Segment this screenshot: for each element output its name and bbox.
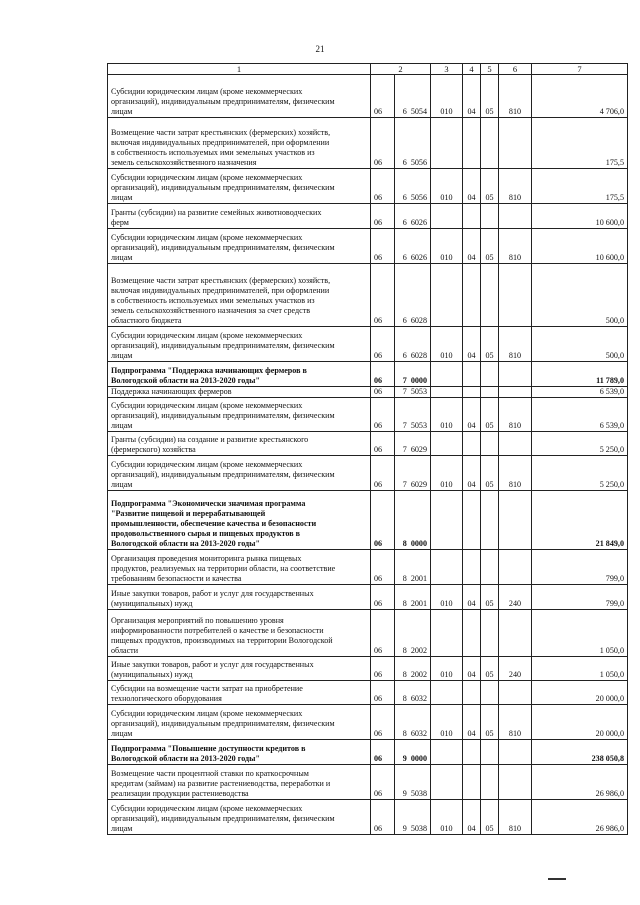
row-code-part-3: 2001 [410, 599, 427, 609]
row-code-part-1: 06 [371, 204, 395, 229]
row-col-6 [499, 681, 532, 705]
row-col-4 [463, 118, 481, 169]
row-code-part-1: 06 [371, 327, 395, 362]
row-amount: 10 600,0 [532, 204, 628, 229]
row-code-part-2 [395, 585, 431, 610]
row-col-4: 04 [463, 75, 481, 118]
row-code-part-1: 06 [371, 550, 395, 585]
row-name: Возмещение части затрат крестьянских (фермерских) хозяйств, включая индивидуальных предпринимателей, при оформлении в собственность используемых ими земельных участков из земель сельскохозяйственного назначения за счет средств областного бюджета [108, 264, 371, 327]
row-col-5 [481, 264, 499, 327]
row-code-part-3: 0000 [410, 754, 427, 764]
row-name: Гранты (субсидии) на развитие семейных животноводческих ферм [108, 204, 371, 229]
row-code-part-1: 06 [371, 610, 395, 657]
row-code-part-2a: 7 [402, 421, 407, 431]
row-col-6: 810 [499, 229, 532, 264]
row-col-3 [431, 765, 463, 800]
row-col-3 [431, 204, 463, 229]
row-col-4 [463, 550, 481, 585]
row-code-part-2 [395, 264, 431, 327]
row-amount: 1 050,0 [532, 610, 628, 657]
row-code-part-1: 06 [371, 432, 395, 456]
row-col-5 [481, 387, 499, 398]
row-code-part-1: 06 [371, 740, 395, 765]
row-code-part-2a: 6 [402, 218, 407, 227]
table-row [108, 657, 628, 681]
row-col-3: 010 [431, 229, 463, 264]
row-amount: 5 250,0 [532, 432, 628, 456]
row-amount: 6 539,0 [532, 387, 628, 398]
row-code-part-1: 06 [371, 800, 395, 835]
row-code-part-2a: 9 [402, 789, 407, 799]
row-code-part-3: 5056 [410, 158, 427, 167]
row-col-3 [431, 491, 463, 550]
row-col-3 [431, 387, 463, 398]
row-amount: 238 050,8 [532, 740, 628, 765]
row-col-3 [431, 681, 463, 705]
row-col-6: 240 [499, 657, 532, 681]
row-code-part-2a: 7 [402, 480, 407, 490]
row-code-part-2a: 7 [402, 387, 407, 397]
row-amount: 26 986,0 [532, 765, 628, 800]
row-col-5 [481, 432, 499, 456]
row-code-part-2 [395, 327, 431, 362]
row-col-5: 05 [481, 327, 499, 362]
row-amount: 20 000,0 [532, 681, 628, 705]
row-code-part-2a: 6 [402, 193, 407, 202]
row-name: Субсидии юридическим лицам (кроме некоммерческих организаций), индивидуальным предпринимателям, физическим лицам [108, 229, 371, 264]
row-col-5: 05 [481, 398, 499, 432]
table-row [108, 610, 628, 657]
row-code-part-2 [395, 75, 431, 118]
row-col-6 [499, 491, 532, 550]
row-col-4 [463, 362, 481, 387]
row-col-6: 810 [499, 705, 532, 740]
row-code-part-3: 6028 [410, 316, 427, 325]
row-amount: 175,5 [532, 118, 628, 169]
row-col-3: 010 [431, 585, 463, 610]
row-name: Гранты (субсидии) на создание и развитие крестьянского (фермерского) хозяйства [108, 432, 371, 456]
row-col-3 [431, 550, 463, 585]
row-code-part-1: 06 [371, 765, 395, 800]
row-code-part-1: 06 [371, 387, 395, 398]
table-row [108, 456, 628, 491]
header-col-5: 5 [481, 64, 499, 75]
table-row [108, 387, 628, 398]
header-col-1: 1 [108, 64, 371, 75]
row-code-part-1: 06 [371, 681, 395, 705]
row-col-6 [499, 264, 532, 327]
row-name: Организация мероприятий по повышению уровня информированности потребителей о качестве и безопасности пищевых продуктов, производимых на территории Вологодской области [108, 610, 371, 657]
row-col-5: 05 [481, 657, 499, 681]
table-row [108, 264, 628, 327]
row-code-part-2a: 9 [402, 824, 407, 834]
row-amount: 11 789,0 [532, 362, 628, 387]
row-name: Подпрограмма "Повышение доступности кредитов в Вологодской области на 2013-2020 годы" [108, 740, 371, 765]
row-name: Подпрограмма "Экономически значимая программа "Развитие пищевой и перерабатывающей промышленности, обеспечение качества и безопасности продовольственного сырья и пищевых продуктов в Вологодской области на 2013-2020 годы" [108, 491, 371, 550]
row-code-part-1: 06 [371, 118, 395, 169]
row-code-part-3: 2002 [410, 646, 427, 656]
row-amount: 26 986,0 [532, 800, 628, 835]
row-col-6: 810 [499, 398, 532, 432]
row-amount: 500,0 [532, 327, 628, 362]
row-col-6 [499, 765, 532, 800]
row-col-6: 810 [499, 75, 532, 118]
row-col-3: 010 [431, 75, 463, 118]
row-name: Субсидии юридическим лицам (кроме некоммерческих организаций), индивидуальным предпринимателям, физическим лицам [108, 75, 371, 118]
page-number: 21 [315, 44, 325, 54]
row-col-4 [463, 740, 481, 765]
scan-mark [548, 878, 566, 880]
row-col-4 [463, 765, 481, 800]
row-code-part-2 [395, 705, 431, 740]
table-row [108, 705, 628, 740]
row-code-part-2a: 8 [402, 574, 407, 584]
row-col-4: 04 [463, 657, 481, 681]
row-amount: 10 600,0 [532, 229, 628, 264]
row-col-6 [499, 387, 532, 398]
row-code-part-3: 0000 [410, 539, 427, 549]
row-name: Возмещение части процентной ставки по краткосрочным кредитам (займам) на развитие растениеводства, переработки и реализации продукции растениеводства [108, 765, 371, 800]
header-col-3: 3 [431, 64, 463, 75]
row-col-6: 240 [499, 585, 532, 610]
row-code-part-2 [395, 398, 431, 432]
row-col-6 [499, 740, 532, 765]
row-amount: 6 539,0 [532, 398, 628, 432]
row-code-part-2 [395, 681, 431, 705]
row-amount: 175,5 [532, 169, 628, 204]
row-code-part-2 [395, 550, 431, 585]
row-col-6 [499, 204, 532, 229]
row-amount: 1 050,0 [532, 657, 628, 681]
row-col-4 [463, 204, 481, 229]
row-col-5 [481, 118, 499, 169]
row-code-part-2 [395, 765, 431, 800]
row-col-3 [431, 118, 463, 169]
row-code-part-2a: 8 [402, 646, 407, 656]
row-amount: 20 000,0 [532, 705, 628, 740]
row-col-3: 010 [431, 456, 463, 491]
row-code-part-3: 2002 [410, 670, 427, 680]
row-col-4 [463, 264, 481, 327]
row-col-4: 04 [463, 169, 481, 204]
row-amount: 799,0 [532, 550, 628, 585]
row-code-part-3: 6032 [410, 729, 427, 739]
row-code-part-2 [395, 229, 431, 264]
row-code-part-2 [395, 657, 431, 681]
row-name: Организация проведения мониторинга рынка пищевых продуктов, реализуемых на территории области, на соответствие требованиям безопасности и качества [108, 550, 371, 585]
row-code-part-2a: 6 [402, 107, 407, 116]
header-row [108, 64, 628, 75]
table-row [108, 327, 628, 362]
row-name: Иные закупки товаров, работ и услуг для государственных (муниципальных) нужд [108, 585, 371, 610]
row-col-5 [481, 491, 499, 550]
table-row [108, 550, 628, 585]
row-code-part-2a: 6 [402, 253, 407, 262]
row-code-part-2a: 8 [402, 694, 407, 704]
row-col-5: 05 [481, 456, 499, 491]
row-col-5 [481, 740, 499, 765]
row-col-5 [481, 362, 499, 387]
table-row [108, 169, 628, 204]
row-code-part-2 [395, 362, 431, 387]
row-name: Субсидии юридическим лицам (кроме некоммерческих организаций), индивидуальным предпринимателям, физическим лицам [108, 705, 371, 740]
row-code-part-1: 06 [371, 264, 395, 327]
row-code-part-2 [395, 118, 431, 169]
table-row [108, 362, 628, 387]
row-col-5: 05 [481, 229, 499, 264]
row-code-part-3: 6028 [410, 351, 427, 360]
row-col-6 [499, 362, 532, 387]
table-row [108, 118, 628, 169]
row-col-4: 04 [463, 327, 481, 362]
row-col-5: 05 [481, 169, 499, 204]
row-code-part-1: 06 [371, 491, 395, 550]
row-col-5 [481, 550, 499, 585]
row-col-5 [481, 204, 499, 229]
row-code-part-2 [395, 169, 431, 204]
row-code-part-2a: 9 [402, 754, 407, 764]
row-code-part-1: 06 [371, 585, 395, 610]
row-amount: 500,0 [532, 264, 628, 327]
row-col-3: 010 [431, 169, 463, 204]
row-code-part-1: 06 [371, 75, 395, 118]
row-col-4 [463, 610, 481, 657]
row-col-5: 05 [481, 800, 499, 835]
row-code-part-2a: 6 [402, 158, 407, 167]
row-col-3 [431, 264, 463, 327]
table-row [108, 491, 628, 550]
row-col-3 [431, 610, 463, 657]
row-col-3: 010 [431, 705, 463, 740]
row-code-part-3: 5038 [410, 789, 427, 799]
row-code-part-1: 06 [371, 362, 395, 387]
row-code-part-3: 5053 [410, 387, 427, 397]
row-code-part-2a: 8 [402, 670, 407, 680]
row-col-6: 810 [499, 169, 532, 204]
row-name: Субсидии юридическим лицам (кроме некоммерческих организаций), индивидуальным предпринимателям, физическим лицам [108, 327, 371, 362]
row-amount: 5 250,0 [532, 456, 628, 491]
table-row [108, 765, 628, 800]
row-code-part-2a: 7 [402, 376, 407, 385]
header-col-2: 2 [371, 64, 431, 75]
row-code-part-1: 06 [371, 456, 395, 491]
row-code-part-2 [395, 387, 431, 398]
row-col-5 [481, 610, 499, 657]
row-name: Субсидии юридическим лицам (кроме некоммерческих организаций), индивидуальным предпринимателям, физическим лицам [108, 169, 371, 204]
row-code-part-2a: 8 [402, 539, 407, 549]
row-col-6: 810 [499, 800, 532, 835]
table-row [108, 75, 628, 118]
row-name: Поддержка начинающих фермеров [108, 387, 371, 398]
row-col-4 [463, 491, 481, 550]
row-code-part-2 [395, 432, 431, 456]
row-name: Возмещение части затрат крестьянских (фермерских) хозяйств, включая индивидуальных предпринимателей, при оформлении в собственность используемых ими земельных участков из земель сельскохозяйственного назначения [108, 118, 371, 169]
row-col-4: 04 [463, 229, 481, 264]
row-col-5: 05 [481, 585, 499, 610]
row-name: Субсидии юридическим лицам (кроме некоммерческих организаций), индивидуальным предпринимателям, физическим лицам [108, 398, 371, 432]
header-col-7: 7 [532, 64, 628, 75]
row-col-5: 05 [481, 75, 499, 118]
row-amount: 4 706,0 [532, 75, 628, 118]
row-col-4: 04 [463, 456, 481, 491]
row-code-part-1: 06 [371, 398, 395, 432]
row-amount: 21 849,0 [532, 491, 628, 550]
table-row [108, 800, 628, 835]
row-col-6: 810 [499, 456, 532, 491]
budget-table-body [108, 64, 628, 835]
row-col-4 [463, 387, 481, 398]
row-name: Субсидии на возмещение части затрат на приобретение технологического оборудования [108, 681, 371, 705]
row-code-part-3: 5038 [410, 824, 427, 834]
row-code-part-1: 06 [371, 229, 395, 264]
row-name: Субсидии юридическим лицам (кроме некоммерческих организаций), индивидуальным предпринимателям, физическим лицам [108, 456, 371, 491]
row-code-part-2 [395, 491, 431, 550]
row-col-5 [481, 765, 499, 800]
row-code-part-2 [395, 456, 431, 491]
row-code-part-1: 06 [371, 169, 395, 204]
row-col-3 [431, 740, 463, 765]
row-col-6 [499, 610, 532, 657]
row-col-5: 05 [481, 705, 499, 740]
row-col-6: 810 [499, 327, 532, 362]
row-col-3 [431, 432, 463, 456]
header-col-6: 6 [499, 64, 532, 75]
row-col-3: 010 [431, 657, 463, 681]
row-col-6 [499, 550, 532, 585]
row-col-3: 010 [431, 327, 463, 362]
header-col-4: 4 [463, 64, 481, 75]
table-row [108, 398, 628, 432]
row-code-part-2 [395, 204, 431, 229]
row-code-part-3: 6026 [410, 253, 427, 262]
row-code-part-2a: 7 [402, 445, 407, 455]
row-code-part-3: 0000 [410, 376, 427, 385]
row-col-6 [499, 118, 532, 169]
table-row [108, 229, 628, 264]
row-code-part-1: 06 [371, 657, 395, 681]
table-row [108, 204, 628, 229]
row-code-part-2 [395, 800, 431, 835]
row-code-part-1: 06 [371, 705, 395, 740]
row-code-part-3: 5054 [410, 107, 427, 116]
table-row [108, 585, 628, 610]
row-code-part-2 [395, 610, 431, 657]
row-code-part-2a: 6 [402, 316, 407, 325]
row-code-part-2a: 8 [402, 729, 407, 739]
row-name: Субсидии юридическим лицам (кроме некоммерческих организаций), индивидуальным предпринимателям, физическим лицам [108, 800, 371, 835]
row-code-part-2a: 6 [402, 351, 407, 360]
table-row [108, 681, 628, 705]
row-col-4 [463, 681, 481, 705]
row-col-4: 04 [463, 398, 481, 432]
row-code-part-2a: 8 [402, 599, 407, 609]
row-col-6 [499, 432, 532, 456]
row-col-4 [463, 432, 481, 456]
row-code-part-3: 6029 [410, 480, 427, 490]
row-col-3: 010 [431, 398, 463, 432]
row-col-4: 04 [463, 585, 481, 610]
table-row [108, 740, 628, 765]
row-code-part-2 [395, 740, 431, 765]
row-code-part-3: 6026 [410, 218, 427, 227]
row-code-part-3: 6032 [410, 694, 427, 704]
table-row [108, 432, 628, 456]
budget-table [107, 63, 628, 835]
row-col-4: 04 [463, 705, 481, 740]
row-col-4: 04 [463, 800, 481, 835]
row-col-3: 010 [431, 800, 463, 835]
row-code-part-3: 2001 [410, 574, 427, 584]
row-name: Подпрограмма "Поддержка начинающих фермеров в Вологодской области на 2013-2020 годы" [108, 362, 371, 387]
row-code-part-3: 5053 [410, 421, 427, 431]
row-amount: 799,0 [532, 585, 628, 610]
row-col-5 [481, 681, 499, 705]
row-code-part-3: 5056 [410, 193, 427, 202]
row-col-3 [431, 362, 463, 387]
row-name: Иные закупки товаров, работ и услуг для государственных (муниципальных) нужд [108, 657, 371, 681]
row-code-part-3: 6029 [410, 445, 427, 455]
